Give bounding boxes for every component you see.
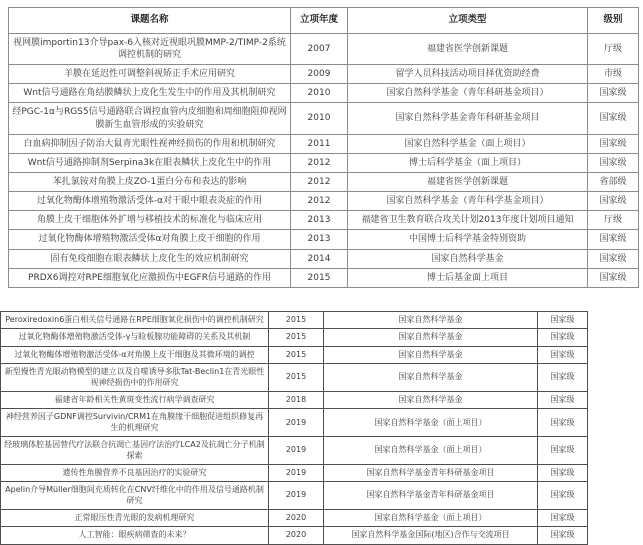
cell-project-name: Wnt信号通路抑制剂Serpina3k在眼表鳞状上皮化生中的作用 [9, 153, 291, 172]
cell-type: 国家自然科学基金青年科研基金项目 [324, 482, 538, 510]
cell-level: 国家级 [538, 346, 588, 363]
table-row [1, 346, 588, 363]
table-row [1, 409, 588, 437]
cell-type: 博士后基金面上项目 [348, 268, 588, 287]
cell-year: 2009 [291, 65, 348, 84]
cell-project-name: 人工智能：眼疾病筛查的未来？ [1, 527, 269, 544]
cell-type: 国家自然科学基金（面上项目） [324, 510, 538, 527]
col-header-year: 立项年度 [291, 8, 348, 34]
table-row [9, 172, 639, 191]
col-header-project-name: 课题名称 [9, 8, 291, 34]
cell-year: 2011 [291, 134, 348, 153]
cell-type: 国家自然科学基金国际(地区)合作与交流项目 [324, 527, 538, 544]
cell-project-name: 羊膜在延迟性可调整斜视矫正手术应用研究 [9, 65, 291, 84]
cell-type: 福建省卫生教育联合攻关计划2013年度计划项目通知 [348, 211, 588, 230]
cell-year: 2020 [269, 527, 324, 544]
cell-year: 2013 [291, 230, 348, 249]
cell-level: 国家级 [588, 249, 639, 268]
cell-year: 2018 [269, 391, 324, 408]
table-row [1, 437, 588, 465]
cell-type: 中国博士后科学基金特别资助 [348, 230, 588, 249]
cell-project-name: 角膜上皮干细胞体外扩增与移植技术的标准化与临床应用 [9, 211, 291, 230]
cell-year: 2012 [291, 172, 348, 191]
cell-type: 国家自然科学基金 [324, 364, 538, 392]
cell-year: 2015 [269, 346, 324, 363]
cell-project-name: 遗传性角膜营养不良基因治疗的实验研究 [1, 464, 269, 481]
col-header-level: 级别 [588, 8, 639, 34]
cell-project-name: 过氧化物酶体增殖物激活受体-α对角膜上皮干细胞及其微环境的调控 [1, 346, 269, 363]
cell-type: 国家自然科学基金 [324, 329, 538, 346]
cell-project-name: 神经营养因子GDNF调控Survivin/CRM1在角膜缘干细胞促进组织修复再生的机理研究 [1, 409, 269, 437]
projects-table-continued-body [1, 312, 588, 545]
table-row [9, 249, 639, 268]
header-row [9, 8, 639, 34]
cell-project-name: Wnt信号通路在角结膜鳞状上皮化生发生中的作用及其机制研究 [9, 84, 291, 103]
cell-project-name: 新型慢性青光眼动物模型的建立以及自噬诱导多肽Tat-Beclin1在青光眼性视神经损伤中的作用研究 [1, 364, 269, 392]
cell-year: 2013 [291, 211, 348, 230]
cell-year: 2010 [291, 84, 348, 103]
cell-year: 2014 [291, 249, 348, 268]
cell-type: 福建省医学创新课题 [348, 172, 588, 191]
cell-year: 2012 [291, 192, 348, 211]
cell-level: 国家级 [538, 409, 588, 437]
cell-level: 国家级 [538, 364, 588, 392]
cell-project-name: 视网膜importin13介导pax-6入核对近视眼巩膜MMP-2/TIMP-2系统调控机制的研究 [9, 33, 291, 64]
cell-type: 国家自然科学基金（面上项目） [348, 134, 588, 153]
table-row [1, 464, 588, 481]
table-row [9, 268, 639, 287]
table-row [9, 211, 639, 230]
cell-project-name: Apelin介导Müller细胞间充质转化在CNV纤维化中的作用及信号通路机制研究 [1, 482, 269, 510]
cell-type: 国家自然科学基金（青年科学基金项目） [348, 192, 588, 211]
cell-type: 国家自然科学基金 [348, 249, 588, 268]
projects-table-main [8, 7, 639, 288]
table-row [9, 33, 639, 64]
cell-level: 国家级 [588, 134, 639, 153]
cell-year: 2015 [269, 329, 324, 346]
table-row [1, 391, 588, 408]
cell-level: 国家级 [538, 527, 588, 544]
cell-year: 2015 [269, 312, 324, 329]
cell-type: 国家自然科学基金 [324, 391, 538, 408]
cell-level: 国家级 [538, 312, 588, 329]
projects-table-main-body [9, 33, 639, 287]
table-row [9, 153, 639, 172]
cell-type: 国家自然科学基金 [324, 312, 538, 329]
cell-type: 国家自然科学基金（面上项目） [324, 437, 538, 465]
cell-year: 2020 [269, 510, 324, 527]
cell-year: 2015 [291, 268, 348, 287]
cell-level: 国家级 [538, 482, 588, 510]
cell-level: 国家级 [588, 153, 639, 172]
cell-project-name: 过氧化物酶体增殖物激活受体-γ与睑板腺功能障碍的关系及其机制 [1, 329, 269, 346]
cell-level: 厅级 [588, 33, 639, 64]
cell-type: 国家自然科学基金 [324, 346, 538, 363]
table-row [9, 103, 639, 134]
cell-level: 国家级 [538, 329, 588, 346]
cell-level: 国家级 [538, 391, 588, 408]
cell-level: 国家级 [538, 437, 588, 465]
cell-year: 2012 [291, 153, 348, 172]
cell-type: 国家自然科学基金（面上项目） [324, 409, 538, 437]
table-row [9, 192, 639, 211]
cell-type: 博士后科学基金（面上项目） [348, 153, 588, 172]
col-header-type: 立项类型 [348, 8, 588, 34]
table-row [1, 312, 588, 329]
cell-year: 2007 [291, 33, 348, 64]
cell-type: 福建省医学创新课题 [348, 33, 588, 64]
cell-type: 国家自然科学基金青年科研基金项目 [324, 464, 538, 481]
cell-project-name: 正常眼压性青光眼的发病机理研究 [1, 510, 269, 527]
table-row [1, 510, 588, 527]
cell-project-name: 经玻璃体腔基因替代疗法联合抗凋亡基因疗法治疗LCA2及抗凋亡分子机制探索 [1, 437, 269, 465]
table-row [1, 482, 588, 510]
table-row [9, 230, 639, 249]
cell-type: 国家自然科学基金（青年科研基金项目） [348, 84, 588, 103]
cell-project-name: 福建省年龄相关性黄斑变性流行病学调查研究 [1, 391, 269, 408]
cell-year: 2010 [291, 103, 348, 134]
cell-project-name: 过氧化物酶体增殖物激活受体α对角膜上皮干细胞的作用 [9, 230, 291, 249]
cell-project-name: 过氧化物酶体增殖物激活受体-α对干眼中眼表炎症的作用 [9, 192, 291, 211]
cell-level: 国家级 [588, 192, 639, 211]
cell-level: 国家级 [588, 103, 639, 134]
cell-year: 2019 [269, 409, 324, 437]
cell-project-name: 经PGC-1α与RGS5信号通路联合调控血管内皮细胞和周细胞阻抑视网膜新生血管形成的实验研究 [9, 103, 291, 134]
cell-level: 厅级 [588, 211, 639, 230]
table-row [9, 84, 639, 103]
cell-level: 国家级 [588, 84, 639, 103]
cell-type: 国家自然科学基金青年科研基金项目 [348, 103, 588, 134]
table-row [1, 527, 588, 544]
cell-project-name: 固有免疫细胞在眼表鳞状上皮化生的效应机制研究 [9, 249, 291, 268]
cell-year: 2015 [269, 364, 324, 392]
cell-year: 2019 [269, 482, 324, 510]
cell-level: 市级 [588, 65, 639, 84]
cell-year: 2019 [269, 437, 324, 465]
table-row [1, 329, 588, 346]
cell-type: 留学人员科技活动项目择优资助经费 [348, 65, 588, 84]
cell-level: 国家级 [538, 510, 588, 527]
cell-level: 国家级 [538, 464, 588, 481]
cell-project-name: PRDX6调控对RPE细胞氧化应激损伤中EGFR信号通路的作用 [9, 268, 291, 287]
cell-project-name: Peroxiredoxin6蛋白相关信号通路在RPE细胞氧化损伤中的调控机制研究 [1, 312, 269, 329]
table-row [9, 65, 639, 84]
cell-level: 国家级 [588, 268, 639, 287]
table-row [1, 364, 588, 392]
table-row [9, 134, 639, 153]
cell-level: 国家级 [588, 230, 639, 249]
cell-project-name: 白血病抑制因子防治大鼠青光眼性视神经损伤的作用和机制研究 [9, 134, 291, 153]
projects-table-continued [0, 311, 588, 545]
cell-year: 2019 [269, 464, 324, 481]
cell-project-name: 苯扎氯铵对角膜上皮ZO-1蛋白分布和表达的影响 [9, 172, 291, 191]
cell-level: 省部级 [588, 172, 639, 191]
